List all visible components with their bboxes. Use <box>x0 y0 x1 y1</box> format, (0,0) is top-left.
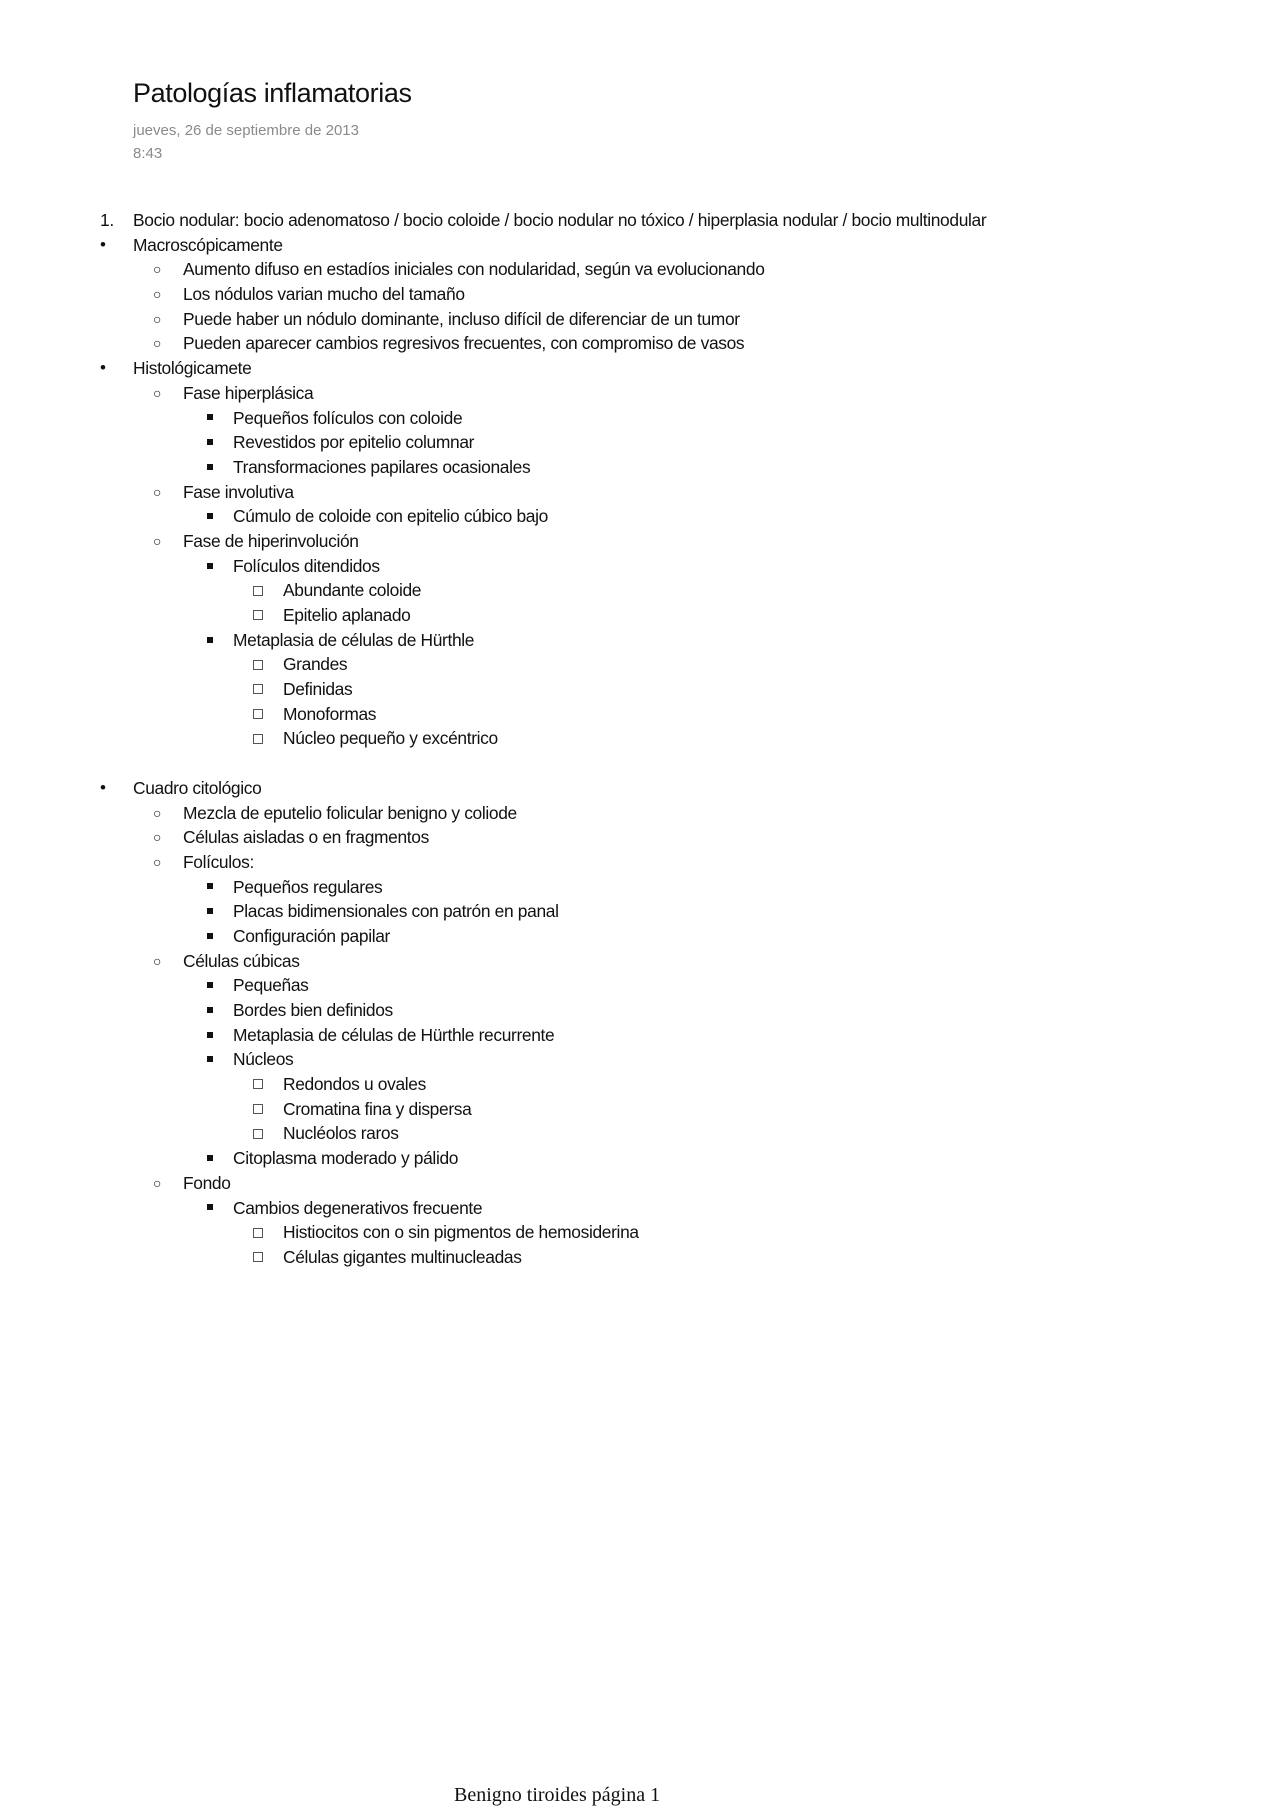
outline-item <box>0 356 1280 381</box>
outline-item-text: Transformaciones papilares ocasionales <box>233 456 531 477</box>
page-title: Patologías inflamatorias <box>133 78 412 108</box>
outline-item-text: Monoformas <box>283 703 377 724</box>
blank-line <box>0 751 1280 776</box>
outline-item-text: Núcleo pequeño y excéntrico <box>283 728 498 749</box>
square-bullet-icon <box>207 430 213 455</box>
outline-item-text: Pueden aparecer cambios regresivos frecuentes, con compromiso de vasos <box>183 333 745 354</box>
outline-item <box>0 726 1280 751</box>
outline-item-text: Cromatina fina y dispersa <box>283 1098 472 1119</box>
square-bullet-icon <box>207 1146 213 1171</box>
outline-item <box>0 628 1280 653</box>
outline-item-text: Folículos ditendidos <box>233 555 380 576</box>
outline-item <box>0 1220 1280 1245</box>
square-bullet-icon <box>207 504 213 529</box>
outline-item <box>0 529 1280 554</box>
outline-item <box>0 257 1280 282</box>
outline-item-text: Epitelio aplanado <box>283 605 411 625</box>
hollow-square-bullet-icon <box>253 652 263 677</box>
outline-item <box>0 430 1280 455</box>
outline-item-text: Fase involutiva <box>183 481 294 502</box>
hollow-square-bullet-icon <box>253 603 263 628</box>
outline-item-text: Placas bidimensionales con patrón en panal <box>233 901 559 922</box>
outline-item-text: Pequeños folículos con coloide <box>233 407 463 428</box>
square-bullet-icon <box>207 406 213 431</box>
outline-item-text: Aumento difuso en estadíos iniciales con nodularidad, según va evolucionando <box>183 259 765 280</box>
outline-item <box>0 1072 1280 1097</box>
outline-item-text: Células gigantes multinucleadas <box>283 1246 522 1267</box>
outline-item <box>0 455 1280 480</box>
outline-item-text: Fondo <box>183 1172 231 1193</box>
page-footer: Benigno tiroides página 1 <box>454 1784 661 1806</box>
outline-item <box>0 282 1280 307</box>
outline-item <box>0 776 1280 801</box>
outline-item <box>0 331 1280 356</box>
outline-item <box>0 1146 1280 1171</box>
outline-item <box>0 1023 1280 1048</box>
circle-bullet-icon: ○ <box>153 310 162 327</box>
disc-bullet-icon: • <box>100 234 106 254</box>
outline-item-text: Configuración papilar <box>233 925 390 946</box>
hollow-square-bullet-icon <box>253 1245 263 1270</box>
outline-item-text: Citoplasma moderado y pálido <box>233 1148 459 1169</box>
outline-item <box>0 480 1280 505</box>
circle-bullet-icon: ○ <box>153 286 162 303</box>
outline-item <box>0 924 1280 949</box>
outline-item-text: Núcleos <box>233 1049 294 1070</box>
square-bullet-icon <box>207 973 213 998</box>
outline-item-text: Bordes bien definidos <box>233 1000 393 1020</box>
circle-bullet-icon: ○ <box>153 483 162 500</box>
hollow-square-bullet-icon <box>253 1220 263 1245</box>
circle-bullet-icon: ○ <box>153 804 162 821</box>
outline-item-text: Definidas <box>283 679 353 700</box>
note-time: 8:43 <box>133 145 163 162</box>
outline-item-text: Revestidos por epitelio columnar <box>233 432 475 453</box>
outline-item-text: Fase hiperplásica <box>183 382 314 403</box>
square-bullet-icon <box>207 628 213 653</box>
square-bullet-icon <box>207 1023 213 1048</box>
outline-item <box>0 233 1280 258</box>
outline-item-text: Los nódulos varian mucho del tamaño <box>183 284 465 305</box>
outline-item-text: Células aisladas o en fragmentos <box>183 827 429 848</box>
outline-item <box>0 1097 1280 1122</box>
outline-item <box>0 1047 1280 1072</box>
outline-item <box>0 208 1280 233</box>
hollow-square-bullet-icon <box>253 1097 263 1122</box>
circle-bullet-icon: ○ <box>153 952 162 969</box>
outline-item <box>0 677 1280 702</box>
square-bullet-icon <box>207 875 213 900</box>
disc-bullet-icon: • <box>100 358 106 378</box>
circle-bullet-icon: ○ <box>153 853 162 870</box>
outline-item <box>0 406 1280 431</box>
outline-item <box>0 554 1280 579</box>
square-bullet-icon <box>207 998 213 1023</box>
outline-item-text: Folículos: <box>183 851 254 872</box>
circle-bullet-icon: ○ <box>153 829 162 846</box>
outline-item <box>0 1245 1280 1270</box>
outline-item-text: Células cúbicas <box>183 950 300 971</box>
outline-item <box>0 578 1280 603</box>
outline-item-text: Histiocitos con o sin pigmentos de hemosiderina <box>283 1222 639 1243</box>
outline-item-text: Macroscópicamente <box>133 234 283 255</box>
outline-item-text: Puede haber un nódulo dominante, incluso difícil de diferenciar de un tumor <box>183 308 740 329</box>
square-bullet-icon <box>207 455 213 480</box>
circle-bullet-icon: ○ <box>153 335 162 352</box>
square-bullet-icon <box>207 924 213 949</box>
circle-bullet-icon: ○ <box>153 384 162 401</box>
square-bullet-icon <box>207 554 213 579</box>
outline-item-text: Fase de hiperinvolución <box>183 530 359 551</box>
outline-item <box>0 899 1280 924</box>
hollow-square-bullet-icon <box>253 1072 263 1097</box>
outline-item-text: Redondos u ovales <box>283 1074 426 1095</box>
outline-item-text: Metaplasia de células de Hürthle <box>233 629 475 650</box>
outline-item <box>0 603 1280 628</box>
outline-item-text: Pequeñas <box>233 975 309 996</box>
outline-item <box>0 1121 1280 1146</box>
outline-item <box>0 949 1280 974</box>
outline-item <box>0 998 1280 1023</box>
hollow-square-bullet-icon <box>253 578 263 603</box>
list-number: 1. <box>100 210 114 230</box>
outline-item <box>0 702 1280 727</box>
outline-item <box>0 1171 1280 1196</box>
hollow-square-bullet-icon <box>253 1121 263 1146</box>
outline-item-text: Abundante coloide <box>283 580 422 601</box>
hollow-square-bullet-icon <box>253 702 263 727</box>
square-bullet-icon <box>207 1047 213 1072</box>
outline-item <box>0 652 1280 677</box>
square-bullet-icon <box>207 1196 213 1221</box>
outline-item <box>0 875 1280 900</box>
circle-bullet-icon: ○ <box>153 261 162 278</box>
outline-item-text: Cuadro citológico <box>133 777 262 798</box>
outline-item-text: Cúmulo de coloide con epitelio cúbico bajo <box>233 506 548 527</box>
outline-item <box>0 1196 1280 1221</box>
circle-bullet-icon: ○ <box>153 1174 162 1191</box>
outline-item <box>0 801 1280 826</box>
outline-item <box>0 825 1280 850</box>
square-bullet-icon <box>207 899 213 924</box>
disc-bullet-icon: • <box>100 777 106 797</box>
outline-item-text: Bocio nodular: bocio adenomatoso / bocio coloide / bocio nodular no tóxico / hiperplasia nodular / bocio multinodular <box>133 210 987 230</box>
outline-item-text: Pequeños regulares <box>233 876 383 897</box>
outline-item <box>0 307 1280 332</box>
outline-item-text: Cambios degenerativos frecuente <box>233 1197 483 1218</box>
outline-item <box>0 850 1280 875</box>
outline-item-text: Histológicamete <box>133 358 252 379</box>
outline-item <box>0 504 1280 529</box>
hollow-square-bullet-icon <box>253 726 263 751</box>
outline-list <box>0 208 1280 1270</box>
outline-item-text: Metaplasia de células de Hürthle recurrente <box>233 1024 555 1045</box>
outline-item-text: Mezcla de eputelio folicular benigno y coliode <box>183 802 517 823</box>
outline-item <box>0 973 1280 998</box>
outline-item <box>0 381 1280 406</box>
outline-item-text: Grandes <box>283 654 348 675</box>
circle-bullet-icon: ○ <box>153 532 162 549</box>
outline-item-text: Nucléolos raros <box>283 1123 399 1144</box>
note-date: jueves, 26 de septiembre de 2013 <box>133 122 359 139</box>
hollow-square-bullet-icon <box>253 677 263 702</box>
